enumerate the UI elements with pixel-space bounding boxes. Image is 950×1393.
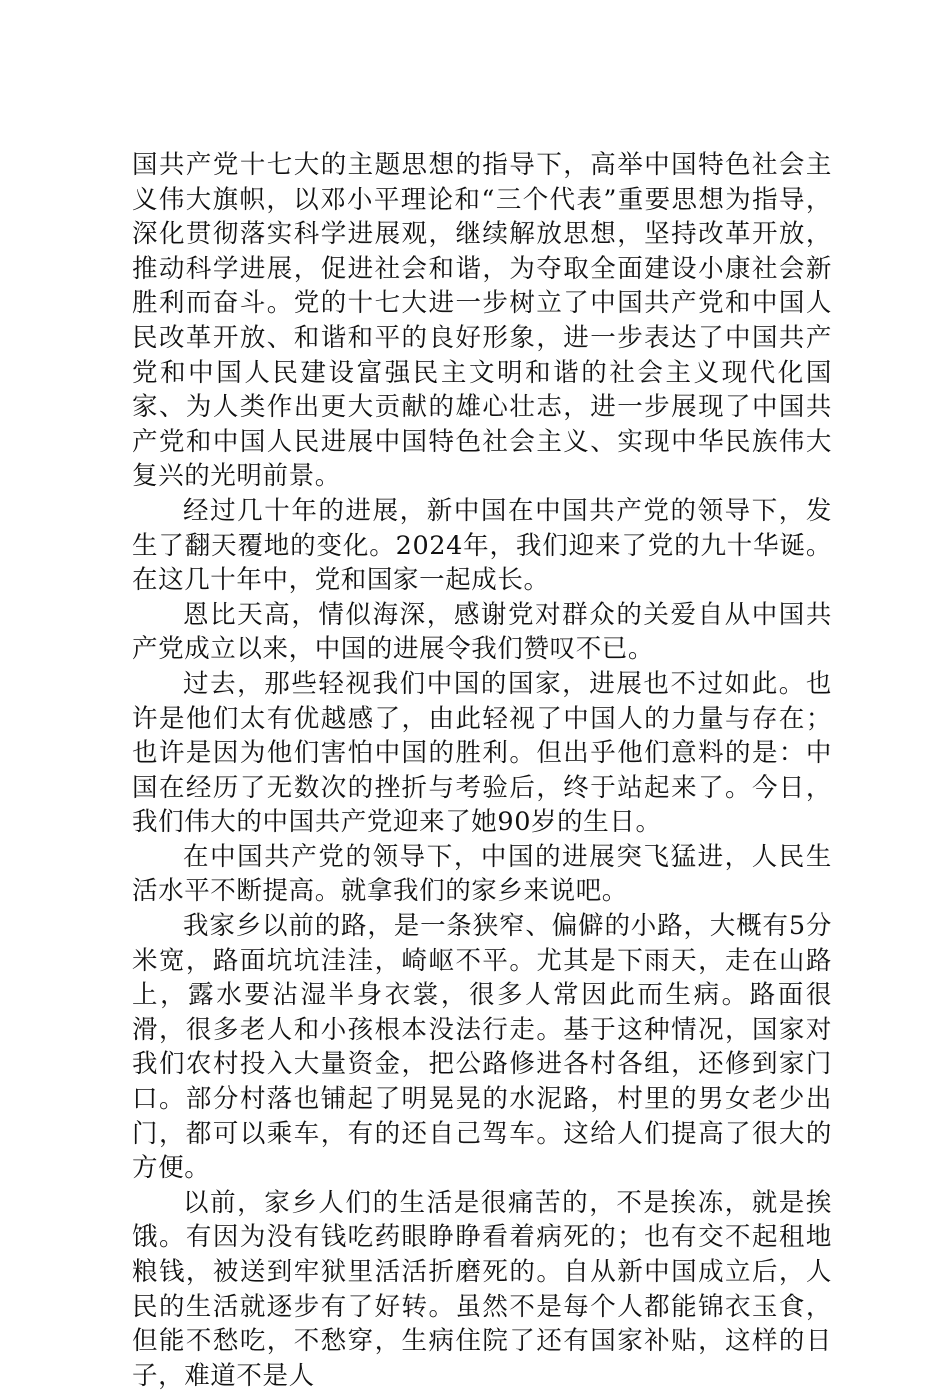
paragraph-hometown-road: 我家乡以前的路，是一条狭窄、偏僻的小路，大概有5分米宽，路面坑坑洼洼，崎岖不平。尤其是下雨天，走在山路上，露水要沾湿半身衣裳，很多人常因此而生病。路面很滑，很多老人和小孩根本没法行走。基于这种情况，国家对我们农村投入大量资金，把公路修进各村各组，还修到家门口。部分村落也铺起了明晃晃的水泥路，村里的男女老少出门，都可以乘车，有的还自己驾车。这给人们提高了很大的方便。 (132, 911, 832, 1184)
paragraph-gratitude: 恩比天高，情似海深，感谢党对群众的关爱自从中国共产党成立以来，中国的进展令我们赞叹不已。 (132, 599, 832, 665)
paragraph-living-standards: 在中国共产党的领导下，中国的进展突飞猛进，人民生活水平不断提高。就拿我们的家乡来说吧。 (132, 841, 832, 907)
paragraph-party-congress: 国共产党十七大的主题思想的指导下，高举中国特色社会主义伟大旗帜，以邓小平理论和“三个代表”重要思想为指导，深化贯彻落实科学进展观，继续解放思想，坚持改革开放，推动科学进展，促进社会和谐，为夺取全面建设小康社会新胜利而奋斗。党的十七大进一步树立了中国共产党和中国人民改革开放、和谐和平的良好形象，进一步表达了中国共产党和中国人民建设富强民主文明和谐的社会主义现代化国家、为人类作出更大贡献的雄心壮志，进一步展现了中国共产党和中国人民进展中国特色社会主义、实现中华民族伟大复兴的光明前景。 (132, 150, 832, 492)
paragraph-hometown-life: 以前，家乡人们的生活是很痛苦的，不是挨冻，就是挨饿。有因为没有钱吃药眼睁睁看着病死的；也有交不起租地粮钱，被送到牢狱里活活折磨死的。自从新中国成立后，人民的生活就逐步有了好转。虽然不是每个人都能锦衣玉食，但能不愁吃，不愁穿，生病住院了还有国家补贴，这样的日子，难道不是人 (132, 1187, 832, 1391)
paragraph-past-contempt: 过去，那些轻视我们中国的国家，进展也不过如此。也许是他们太有优越感了，由此轻视了中国人的力量与存在；也许是因为他们害怕中国的胜利。但出乎他们意料的是：中国在经历了无数次的挫折与考验后，终于站起来了。今日，我们伟大的中国共产党迎来了她90岁的生日。 (132, 668, 832, 838)
paragraph-decades-progress: 经过几十年的进展，新中国在中国共产党的领导下，发生了翻天覆地的变化。2024年，我们迎来了党的九十华诞。在这几十年中，党和国家一起成长。 (132, 495, 832, 596)
document-body (132, 148, 832, 1393)
